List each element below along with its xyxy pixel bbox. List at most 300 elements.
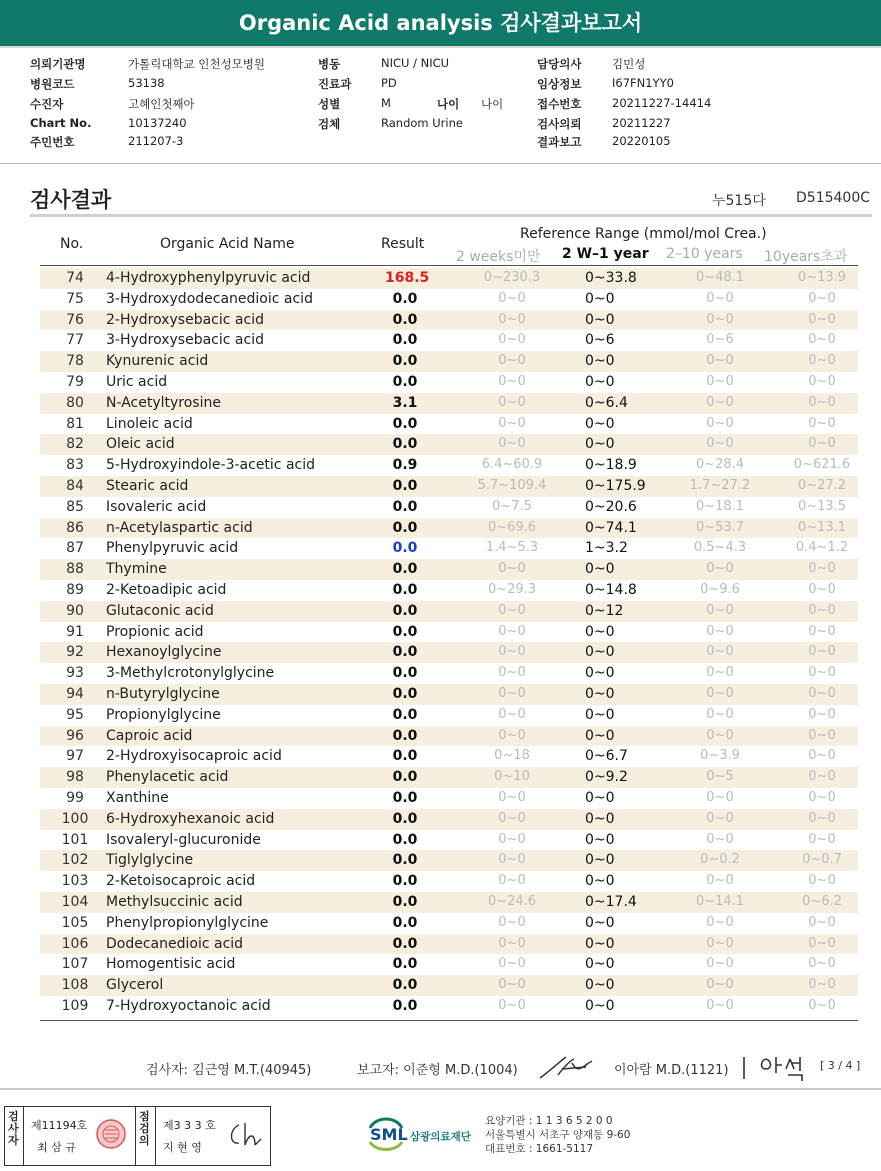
receipt-label: 접수번호 xyxy=(537,97,582,111)
doctor-value: 김민성 xyxy=(612,57,646,71)
table-row xyxy=(40,518,858,539)
signature-1-icon xyxy=(536,1053,596,1083)
range-2w-1y: 0~0 xyxy=(585,956,615,973)
row-number: 81 xyxy=(66,415,84,432)
range-over-10y: 0~0 xyxy=(808,394,836,410)
resident-value: 211207-3 xyxy=(128,134,184,148)
age-value: 나이 xyxy=(481,97,504,111)
table-row xyxy=(40,663,858,684)
result-value: 0.0 xyxy=(392,727,418,744)
result-value: 0.0 xyxy=(392,686,418,702)
range-over-10y: 0~0 xyxy=(808,623,836,639)
acid-name: Stearic acid xyxy=(106,478,189,494)
acid-name: Caproic acid xyxy=(106,727,193,744)
result-value: 0.0 xyxy=(392,790,418,806)
range-2w-1y: 0~0 xyxy=(585,623,615,640)
patient-value: 고혜인첫째아 xyxy=(128,97,195,111)
range-under-2-weeks: 0~0 xyxy=(498,561,526,577)
range-2-10y: 0~0 xyxy=(706,394,734,410)
result-value: 3.1 xyxy=(392,394,418,411)
range-under-2-weeks: 0~0 xyxy=(498,644,526,660)
acid-name: Phenylpyruvic acid xyxy=(106,540,239,557)
table-row xyxy=(40,954,858,975)
reporter-2: 이아람 M.D.(1121) xyxy=(614,1063,729,1078)
range-over-10y: 0~0 xyxy=(808,436,836,452)
table-row xyxy=(40,767,858,788)
result-value: 168.5 xyxy=(385,270,430,286)
range-under-2-weeks: 0~0 xyxy=(498,394,526,410)
range-2-10y: 0~0 xyxy=(706,686,734,701)
table-row xyxy=(40,289,858,310)
acid-name: 2-Hydroxysebacic acid xyxy=(106,311,264,328)
inspector-stamp-box xyxy=(4,1106,271,1166)
range-2w-1y: 0~0 xyxy=(585,311,615,328)
table-header-divider xyxy=(40,265,858,266)
range-2-10y: 0~0.2 xyxy=(700,852,740,868)
range-under-2-weeks: 0~0 xyxy=(498,727,526,743)
range-2-10y: 0~0 xyxy=(706,290,734,306)
table-row xyxy=(40,559,858,580)
signature-3-icon xyxy=(225,1119,265,1151)
range-2-10y: 0.5~4.3 xyxy=(693,540,747,556)
table-row xyxy=(40,538,858,559)
range-2w-1y: 0~0 xyxy=(585,852,615,869)
range-2w-1y: 0~0 xyxy=(585,977,615,994)
range-under-2-weeks: 0~0 xyxy=(498,706,526,722)
row-number: 88 xyxy=(66,561,84,578)
range-under-2-weeks: 5.7~109.4 xyxy=(477,478,547,493)
report-title: Organic Acid analysis 검사결과보고서 xyxy=(0,0,881,48)
request-label: 검사의뢰 xyxy=(537,117,582,131)
range-2w-1y: 0~18.9 xyxy=(585,457,637,474)
table-row xyxy=(40,684,858,705)
range-over-10y: 0~27.2 xyxy=(797,478,847,493)
row-number: 99 xyxy=(66,790,84,806)
patient-label: 수진자 xyxy=(30,97,64,111)
range-under-2-weeks: 0~230.3 xyxy=(483,270,541,285)
request-value: 20211227 xyxy=(612,116,671,130)
range-2-10y: 0~0 xyxy=(706,935,734,951)
col-range-2: 2 W–1 year xyxy=(562,246,649,262)
result-value: 0.0 xyxy=(392,374,418,390)
row-number: 101 xyxy=(61,831,89,848)
row-number: 79 xyxy=(66,374,84,390)
row-number: 105 xyxy=(61,914,89,931)
range-over-10y: 0~0 xyxy=(808,561,836,577)
range-2w-1y: 0~6.4 xyxy=(585,394,628,411)
range-over-10y: 0.4~1.2 xyxy=(795,540,849,556)
footer-contact xyxy=(485,1114,630,1156)
table-row xyxy=(40,975,858,996)
row-number: 77 xyxy=(66,332,84,349)
stamp-left-name: 최 삼 규 xyxy=(37,1141,76,1154)
range-2w-1y: 0~0 xyxy=(585,706,615,723)
range-over-10y: 0~0 xyxy=(808,956,836,972)
footer-address: 서울특별시 서초구 양재동 9-60 xyxy=(485,1129,631,1141)
result-value: 0.0 xyxy=(392,998,418,1014)
acid-name: 6-Hydroxyhexanoic acid xyxy=(106,810,275,827)
row-number: 93 xyxy=(66,665,84,682)
table-row xyxy=(40,310,858,331)
range-2w-1y: 0~0 xyxy=(585,998,615,1014)
range-over-10y: 0~0 xyxy=(808,665,836,681)
result-value: 0.0 xyxy=(392,478,418,494)
row-number: 95 xyxy=(66,706,84,723)
range-under-2-weeks: 6.4~60.9 xyxy=(481,457,543,473)
range-over-10y: 0~0 xyxy=(808,727,836,743)
signature-2-icon xyxy=(736,1053,812,1083)
result-value: 0.0 xyxy=(392,873,418,890)
range-2w-1y: 0~175.9 xyxy=(585,478,646,494)
range-2-10y: 1.7~27.2 xyxy=(689,478,751,493)
row-number: 97 xyxy=(66,748,84,765)
signature-line xyxy=(0,1053,881,1083)
table-row xyxy=(40,830,858,851)
range-over-10y: 0~0 xyxy=(808,769,836,785)
range-2-10y: 0~0 xyxy=(706,831,734,847)
range-under-2-weeks: 0~0 xyxy=(498,831,526,847)
row-number: 80 xyxy=(66,394,84,411)
result-value: 0.0 xyxy=(392,602,418,619)
range-2w-1y: 0~0 xyxy=(585,665,615,682)
acid-name: Uric acid xyxy=(106,374,168,390)
range-2-10y: 0~0 xyxy=(706,977,734,993)
range-over-10y: 0~0 xyxy=(808,686,836,701)
row-number: 85 xyxy=(66,498,84,515)
chart-value: 10137240 xyxy=(128,116,187,130)
stamp-left-title: 검사자 xyxy=(8,1110,19,1147)
range-under-2-weeks: 0~18 xyxy=(494,748,530,764)
receipt-value: 20211227-14414 xyxy=(612,96,712,110)
result-value: 0.0 xyxy=(392,353,418,370)
seal-icon xyxy=(95,1118,127,1150)
sex-label: 성별 xyxy=(318,97,341,111)
range-under-2-weeks: 0~0 xyxy=(498,914,526,930)
ward-label: 병동 xyxy=(318,57,341,71)
examiner: 검사자: 김근영 M.T.(40945) xyxy=(146,1063,312,1078)
institution-label: 의뢰기관명 xyxy=(30,57,86,71)
acid-name: 2-Ketoisocaproic acid xyxy=(106,873,256,890)
table-row xyxy=(40,934,858,955)
row-number: 84 xyxy=(66,478,84,494)
result-value: 0.0 xyxy=(392,498,418,515)
table-row xyxy=(40,330,858,351)
stamp-right-title: 점검의 xyxy=(139,1110,150,1147)
range-2w-1y: 0~0 xyxy=(585,290,615,307)
row-number: 100 xyxy=(61,810,89,827)
table-row xyxy=(40,622,858,643)
range-over-10y: 0~0 xyxy=(808,748,836,764)
result-value: 0.0 xyxy=(392,956,418,973)
table-row xyxy=(40,455,858,476)
table-row xyxy=(40,372,858,393)
row-number: 102 xyxy=(61,852,89,869)
range-2-10y: 0~48.1 xyxy=(695,270,745,285)
result-value: 0.0 xyxy=(392,831,418,848)
acid-name: 5-Hydroxyindole-3-acetic acid xyxy=(106,457,316,474)
range-2w-1y: 0~6 xyxy=(585,332,615,349)
result-value: 0.0 xyxy=(392,582,418,598)
table-row xyxy=(40,434,858,455)
age-label: 나이 xyxy=(437,97,460,111)
range-2-10y: 0~3.9 xyxy=(700,748,740,764)
range-over-10y: 0~0 xyxy=(808,353,836,369)
range-over-10y: 0~0 xyxy=(808,914,836,930)
range-over-10y: 0~0 xyxy=(808,873,836,889)
table-row xyxy=(40,580,858,601)
range-under-2-weeks: 0~0 xyxy=(498,311,526,327)
range-under-2-weeks: 0~0 xyxy=(498,956,526,972)
range-2-10y: 0~0 xyxy=(706,956,734,972)
table-row xyxy=(40,497,858,518)
range-2-10y: 0~0 xyxy=(706,665,734,681)
report-code: D515400C xyxy=(796,190,870,206)
range-under-2-weeks: 0~29.3 xyxy=(487,582,537,597)
range-under-2-weeks: 0~24.6 xyxy=(487,894,537,909)
logo-org: 삼광의료재단 xyxy=(410,1131,471,1143)
ward-value: NICU / NICU xyxy=(381,56,450,70)
row-number: 98 xyxy=(66,769,84,786)
result-value: 0.0 xyxy=(392,561,418,578)
col-range-3: 2–10 years xyxy=(666,246,743,262)
stamp-right-number: 제3 3 3 호 xyxy=(163,1119,216,1132)
range-under-2-weeks: 0~0 xyxy=(498,977,526,993)
acid-name: Oleic acid xyxy=(106,436,175,453)
range-under-2-weeks: 0~0 xyxy=(498,873,526,889)
row-number: 109 xyxy=(61,998,89,1014)
acid-name: Xanthine xyxy=(106,790,169,806)
acid-name: Phenylpropionylglycine xyxy=(106,914,269,931)
result-value: 0.0 xyxy=(392,519,418,536)
institution-number: 요양기관 : 1 1 3 6 5 2 0 0 xyxy=(485,1115,613,1127)
row-number: 87 xyxy=(66,540,84,557)
reported-label: 결과보고 xyxy=(537,135,582,149)
stamp-divider-3 xyxy=(155,1107,156,1165)
range-2w-1y: 0~0 xyxy=(585,935,615,952)
range-2w-1y: 0~33.8 xyxy=(585,270,637,286)
range-2-10y: 0~0 xyxy=(706,873,734,889)
reporter: 보고자: 이준형 M.D.(1004) xyxy=(357,1063,518,1078)
result-value: 0.0 xyxy=(392,810,418,827)
acid-name: Linoleic acid xyxy=(106,415,193,432)
range-2w-1y: 0~20.6 xyxy=(585,498,637,515)
row-number: 104 xyxy=(61,894,89,910)
table-row xyxy=(40,913,858,934)
hospital-code-label: 병원코드 xyxy=(30,77,75,91)
range-2-10y: 0~0 xyxy=(706,415,734,431)
range-2w-1y: 0~0 xyxy=(585,873,615,890)
range-2w-1y: 0~0 xyxy=(585,810,615,827)
result-value: 0.0 xyxy=(392,311,418,328)
reported-value: 20220105 xyxy=(612,134,671,148)
acid-name: 3-Methylcrotonylglycine xyxy=(106,665,275,682)
range-under-2-weeks: 0~0 xyxy=(498,790,526,805)
acid-name: Propionic acid xyxy=(106,623,204,640)
range-2-10y: 0~0 xyxy=(706,644,734,660)
range-under-2-weeks: 0~0 xyxy=(498,665,526,681)
stamp-left-number: 제11194호 xyxy=(31,1119,88,1132)
range-2-10y: 0~0 xyxy=(706,374,734,389)
resident-label: 주민번호 xyxy=(30,135,75,149)
table-row xyxy=(40,414,858,435)
range-2-10y: 0~0 xyxy=(706,602,734,618)
row-number: 82 xyxy=(66,436,84,453)
range-2w-1y: 0~0 xyxy=(585,790,615,806)
institution-value: 가톨릭대학교 인천성모병원 xyxy=(128,57,265,71)
range-2-10y: 0~0 xyxy=(706,727,734,743)
range-over-10y: 0~0 xyxy=(808,374,836,389)
result-value: 0.0 xyxy=(392,332,418,349)
acid-name: 7-Hydroxyoctanoic acid xyxy=(106,998,271,1014)
specimen-value: Random Urine xyxy=(381,116,463,130)
row-number: 96 xyxy=(66,727,84,744)
range-under-2-weeks: 0~0 xyxy=(498,436,526,452)
range-under-2-weeks: 0~0 xyxy=(498,998,526,1013)
table-row xyxy=(40,788,858,809)
range-under-2-weeks: 0~0 xyxy=(498,852,526,868)
range-2w-1y: 0~0 xyxy=(585,374,615,390)
range-2w-1y: 0~9.2 xyxy=(585,769,628,786)
range-2-10y: 0~53.7 xyxy=(695,519,745,535)
acid-name: 2-Ketoadipic acid xyxy=(106,582,227,598)
table-row xyxy=(40,476,858,497)
section-divider xyxy=(30,214,872,217)
stamp-divider-2 xyxy=(135,1107,136,1165)
range-2-10y: 0~0 xyxy=(706,353,734,369)
table-row xyxy=(40,850,858,871)
col-no: No. xyxy=(60,236,84,252)
header-divider xyxy=(0,163,881,164)
row-number: 107 xyxy=(61,956,89,973)
hospital-code-value: 53138 xyxy=(128,76,165,90)
range-2-10y: 0~0 xyxy=(706,790,734,805)
clinical-label: 임상정보 xyxy=(537,77,582,91)
acid-name: Isovaleryl-glucuronide xyxy=(106,831,261,848)
footer-divider xyxy=(0,1088,881,1090)
range-2w-1y: 1~3.2 xyxy=(585,540,628,557)
sml-logo xyxy=(366,1114,481,1154)
range-over-10y: 0~0 xyxy=(808,290,836,306)
result-value: 0.0 xyxy=(392,665,418,682)
row-number: 92 xyxy=(66,644,84,661)
result-value: 0.9 xyxy=(392,457,418,474)
result-value: 0.0 xyxy=(392,290,418,307)
range-2w-1y: 0~6.7 xyxy=(585,748,628,765)
range-under-2-weeks: 0~0 xyxy=(498,602,526,618)
row-number: 108 xyxy=(61,977,89,994)
range-under-2-weeks: 0~0 xyxy=(498,332,526,348)
range-under-2-weeks: 0~69.6 xyxy=(487,519,537,535)
specimen-label: 검체 xyxy=(318,117,341,131)
range-over-10y: 0~0 xyxy=(808,415,836,431)
range-over-10y: 0~13.9 xyxy=(797,270,847,285)
row-number: 106 xyxy=(61,935,89,952)
row-number: 94 xyxy=(66,686,84,702)
range-over-10y: 0~0 xyxy=(808,602,836,618)
range-2w-1y: 0~0 xyxy=(585,686,615,702)
clinical-value: I67FN1YY0 xyxy=(612,76,674,90)
range-over-10y: 0~0.7 xyxy=(802,852,842,868)
acid-name: Phenylacetic acid xyxy=(106,769,229,786)
row-number: 90 xyxy=(66,602,84,619)
section-title: 검사결과 xyxy=(30,188,112,212)
result-value: 0.0 xyxy=(392,894,418,910)
range-over-10y: 0~0 xyxy=(808,790,836,805)
acid-name: 2-Hydroxyisocaproic acid xyxy=(106,748,282,765)
col-reference: Reference Range (mmol/mol Crea.) xyxy=(520,226,767,242)
range-under-2-weeks: 0~0 xyxy=(498,686,526,701)
acid-name: N-Acetyltyrosine xyxy=(106,394,221,411)
acid-name: Hexanoylglycine xyxy=(106,644,222,661)
acid-name: Propionylglycine xyxy=(106,706,221,723)
range-under-2-weeks: 0~0 xyxy=(498,290,526,306)
row-number: 74 xyxy=(66,270,84,286)
range-over-10y: 0~0 xyxy=(808,935,836,951)
acid-name: Glutaconic acid xyxy=(106,602,214,619)
result-value: 0.0 xyxy=(392,540,418,557)
sex-value: M xyxy=(381,96,391,110)
range-over-10y: 0~6.2 xyxy=(802,894,842,909)
table-row xyxy=(40,746,858,767)
range-over-10y: 0~0 xyxy=(808,582,836,597)
range-2-10y: 0~0 xyxy=(706,311,734,327)
range-2-10y: 0~6 xyxy=(706,332,734,348)
range-over-10y: 0~0 xyxy=(808,810,836,826)
acid-name: 3-Hydroxydodecanedioic acid xyxy=(106,290,313,307)
table-row xyxy=(40,601,858,622)
acid-name: Kynurenic acid xyxy=(106,353,209,370)
acid-name: Isovaleric acid xyxy=(106,498,207,515)
table-row xyxy=(40,726,858,747)
result-value: 0.0 xyxy=(392,935,418,952)
range-2w-1y: 0~0 xyxy=(585,831,615,848)
range-over-10y: 0~0 xyxy=(808,998,836,1013)
range-under-2-weeks: 0~10 xyxy=(494,769,530,785)
result-value: 0.0 xyxy=(392,706,418,723)
row-number: 76 xyxy=(66,311,84,328)
result-value: 0.0 xyxy=(392,644,418,661)
acid-name: Dodecanedioic acid xyxy=(106,935,244,952)
result-value: 0.0 xyxy=(392,748,418,765)
patient-info xyxy=(0,54,881,154)
range-2w-1y: 0~0 xyxy=(585,644,615,661)
doctor-label: 담당의사 xyxy=(537,57,582,71)
acid-name: Thymine xyxy=(106,561,167,578)
row-number: 78 xyxy=(66,353,84,370)
result-value: 0.0 xyxy=(392,769,418,786)
result-value: 0.0 xyxy=(392,415,418,432)
result-value: 0.0 xyxy=(392,852,418,869)
row-number: 75 xyxy=(66,290,84,307)
col-range-1: 2 weeks미만 xyxy=(456,249,541,265)
range-over-10y: 0~0 xyxy=(808,831,836,847)
range-under-2-weeks: 0~0 xyxy=(498,374,526,389)
range-2-10y: 0~28.4 xyxy=(695,457,745,473)
range-2-10y: 0~14.1 xyxy=(695,894,745,909)
range-over-10y: 0~13.5 xyxy=(797,498,847,514)
range-over-10y: 0~621.6 xyxy=(793,457,851,473)
range-2-10y: 0~0 xyxy=(706,561,734,577)
result-value: 0.0 xyxy=(392,914,418,931)
range-2-10y: 0~0 xyxy=(706,810,734,826)
logo-text: SML xyxy=(370,1125,408,1144)
range-under-2-weeks: 0~0 xyxy=(498,353,526,369)
range-under-2-weeks: 0~0 xyxy=(498,415,526,431)
result-value: 0.0 xyxy=(392,623,418,640)
range-under-2-weeks: 1.4~5.3 xyxy=(485,540,539,556)
acid-name: 3-Hydroxysebacic acid xyxy=(106,332,264,349)
range-2w-1y: 0~0 xyxy=(585,415,615,432)
